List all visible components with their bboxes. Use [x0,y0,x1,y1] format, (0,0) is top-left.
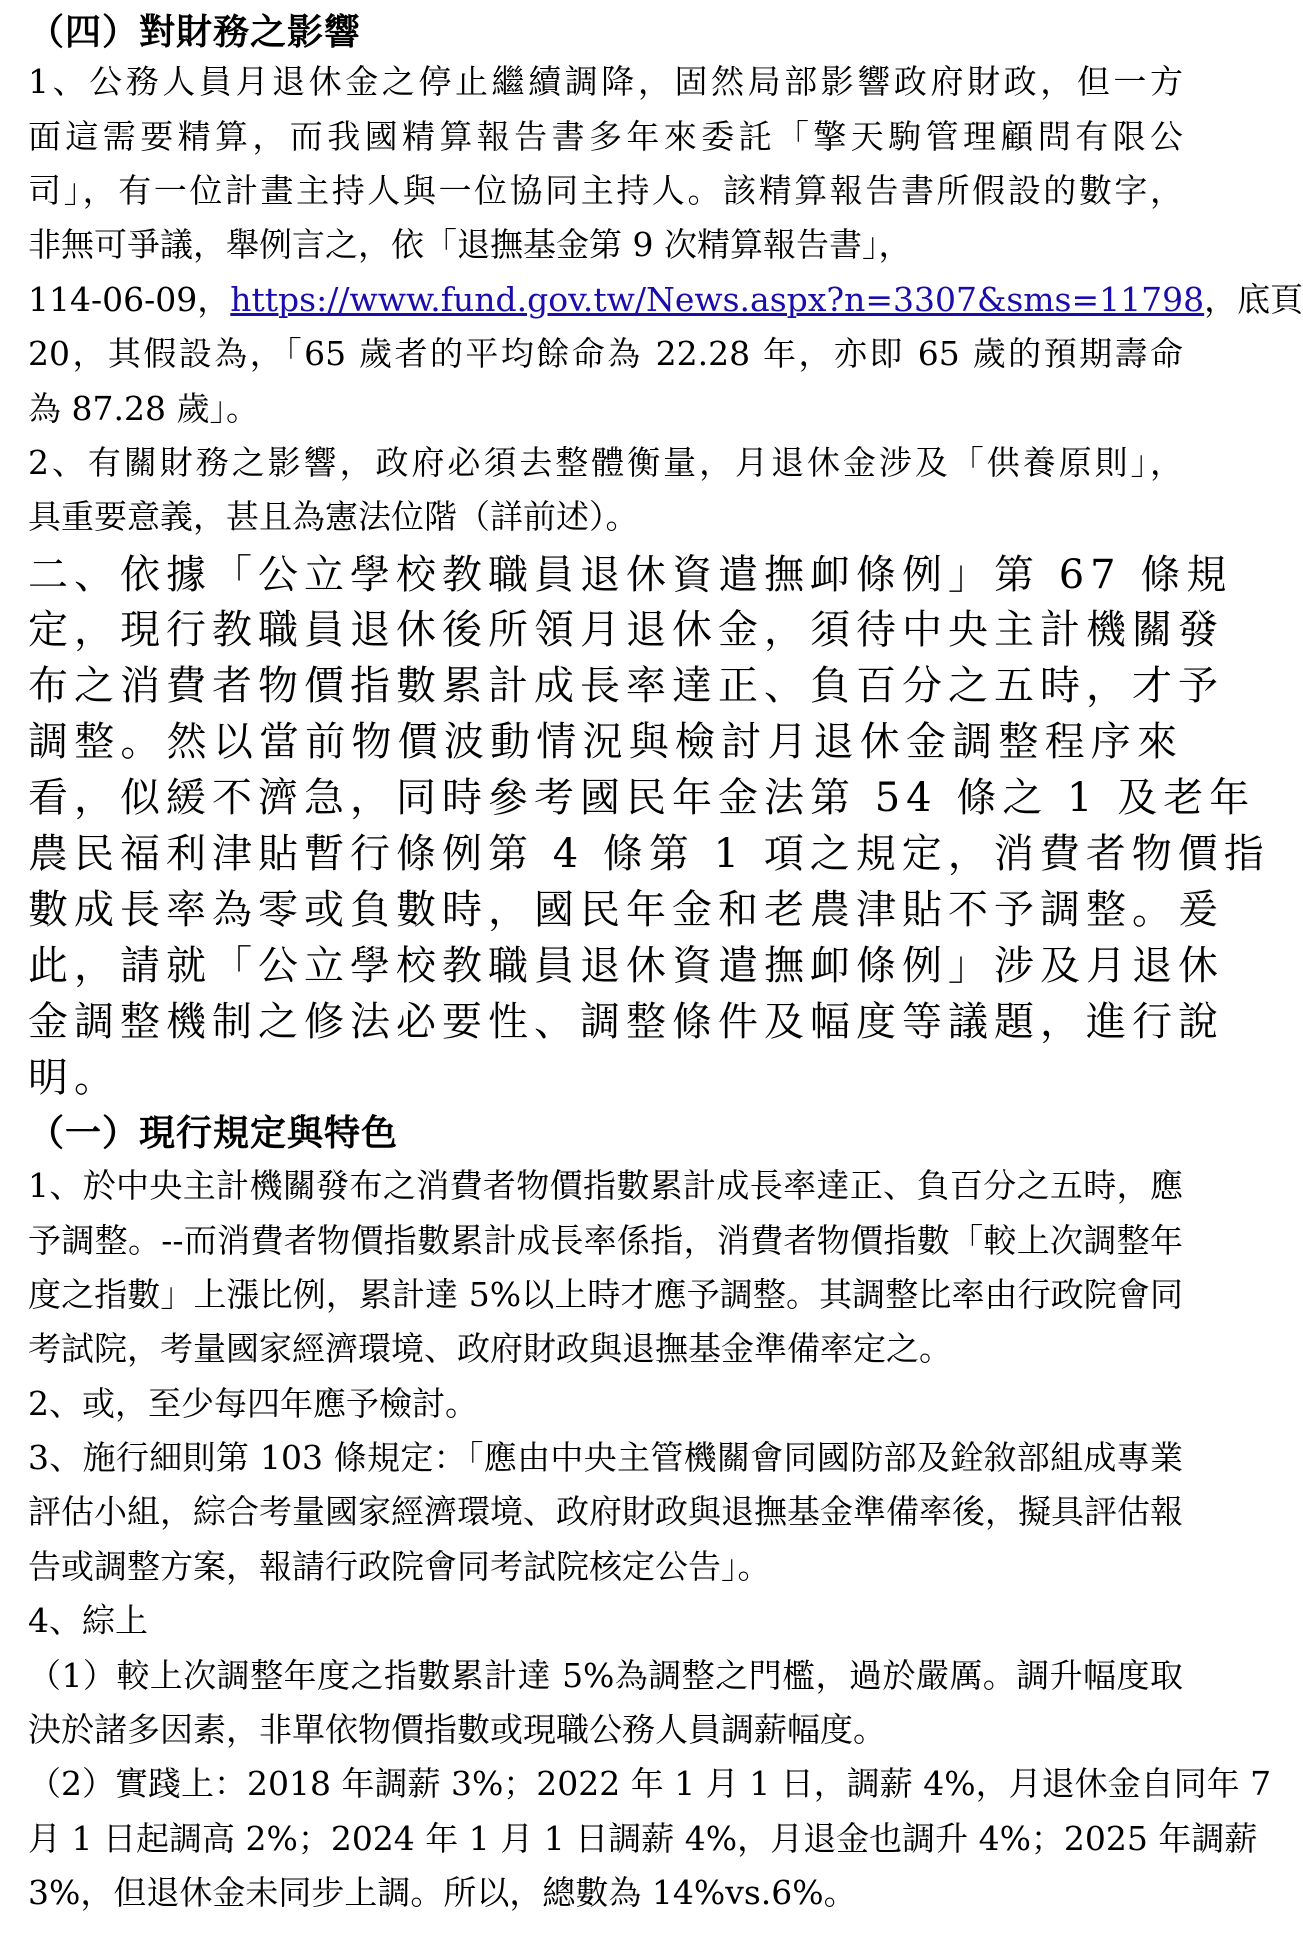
paragraph-line: 司」，有一位計畫主持人與一位協同主持人。該精算報告書所假設的數字， [28,171,1183,210]
paragraph-line: （2）實踐上：2018 年調薪 3%；2022 年 1 月 1 日，調薪 4%，月退休金自同年 7 [28,1764,1272,1803]
question-line: 數成長率為零或負數時，國民年金和老農津貼不予調整。爰 [28,887,1224,933]
paragraph-line: 決於諸多因素，非單依物價指數或現職公務人員調薪幅度。 [28,1710,886,1749]
section-heading-financial-impact: （四）對財務之影響 [28,11,362,53]
question-line: 看，似緩不濟急，同時參考國民年金法第 54 條之 1 及老年 [28,775,1256,821]
paragraph-line: 3%，但退休金未同步上調。所以，總數為 14%vs.6%。 [28,1873,857,1912]
question-line: 此，請就「公立學校教職員退休資遣撫卹條例」涉及月退休 [28,943,1224,989]
question-line: 明。 [28,1055,120,1101]
paragraph-line: 1、於中央主計機關發布之消費者物價指數累計成長率達正、負百分之五時，應 [28,1166,1183,1205]
paragraph-line: 2、或，至少每四年應予檢討。 [28,1384,478,1423]
paragraph-line: 4、綜上 [28,1601,148,1640]
fund-report-link[interactable]: https://www.fund.gov.tw/News.aspx?n=3307&sms=11798 [230,280,1205,319]
paragraph-line: 月 1 日起調高 2%；2024 年 1 月 1 日調薪 4%，月退金也調升 4%；2025 年調薪 [28,1819,1258,1858]
question-line: 農民福利津貼暫行條例第 4 條第 1 項之規定，消費者物價指 [28,831,1270,877]
paragraph-line: 面這需要精算，而我國精算報告書多年來委託「擎天駒管理顧問有限公 [28,117,1183,156]
paragraph-line: 非無可爭議，舉例言之，依「退撫基金第 9 次精算報告書」， [28,225,912,264]
paragraph-line: 考試院，考量國家經濟環境、政府財政與退撫基金準備率定之。 [28,1329,952,1368]
paragraph-line: 3、施行細則第 103 條規定：「應由中央主管機關會同國防部及銓敘部組成專業 [28,1438,1183,1477]
question-line: 調整。然以當前物價波動情況與檢討月退休金調整程序來 [28,719,1183,765]
paragraph-line: 予調整。--而消費者物價指數累計成長率係指，消費者物價指數「較上次調整年 [28,1221,1183,1260]
date-text: 114-06-09， [28,280,231,319]
page-ref-text: ，底頁 [1204,280,1303,319]
paragraph-line: 評估小組，綜合考量國家經濟環境、政府財政與退撫基金準備率後，擬具評估報 [28,1492,1183,1531]
section-heading-current-rules: （一）現行規定與特色 [28,1112,399,1154]
paragraph-line-with-link [28,274,1303,321]
paragraph-line: 度之指數」上漲比例，累計達 5%以上時才應予調整。其調整比率由行政院會同 [28,1275,1183,1314]
paragraph-line: 1、公務人員月退休金之停止繼續調降，固然局部影響政府財政，但一方 [28,62,1183,101]
paragraph-line: （1）較上次調整年度之指數累計達 5%為調整之門檻，過於嚴厲。調升幅度取 [28,1656,1183,1695]
paragraph-line: 告或調整方案，報請行政院會同考試院核定公告」。 [28,1547,771,1586]
paragraph-line: 2、有關財務之影響，政府必須去整體衡量，月退休金涉及「供養原則」， [28,443,1183,482]
paragraph-line: 20，其假設為，「65 歲者的平均餘命為 22.28 年，亦即 65 歲的預期壽命 [28,334,1183,373]
paragraph-line: 為 87.28 歲」。 [28,389,259,428]
question-line: 金調整機制之修法必要性、調整條件及幅度等議題，進行說 [28,999,1224,1045]
question-line: 布之消費者物價指數累計成長率達正、負百分之五時，才予 [28,663,1224,709]
paragraph-line: 具重要意義，甚且為憲法位階（詳前述）。 [28,497,639,536]
question-line: 定，現行教職員退休後所領月退休金，須待中央主計機關發 [28,607,1224,653]
question-line: 二、依據「公立學校教職員退休資遣撫卹條例」第 67 條規 [28,552,1233,598]
